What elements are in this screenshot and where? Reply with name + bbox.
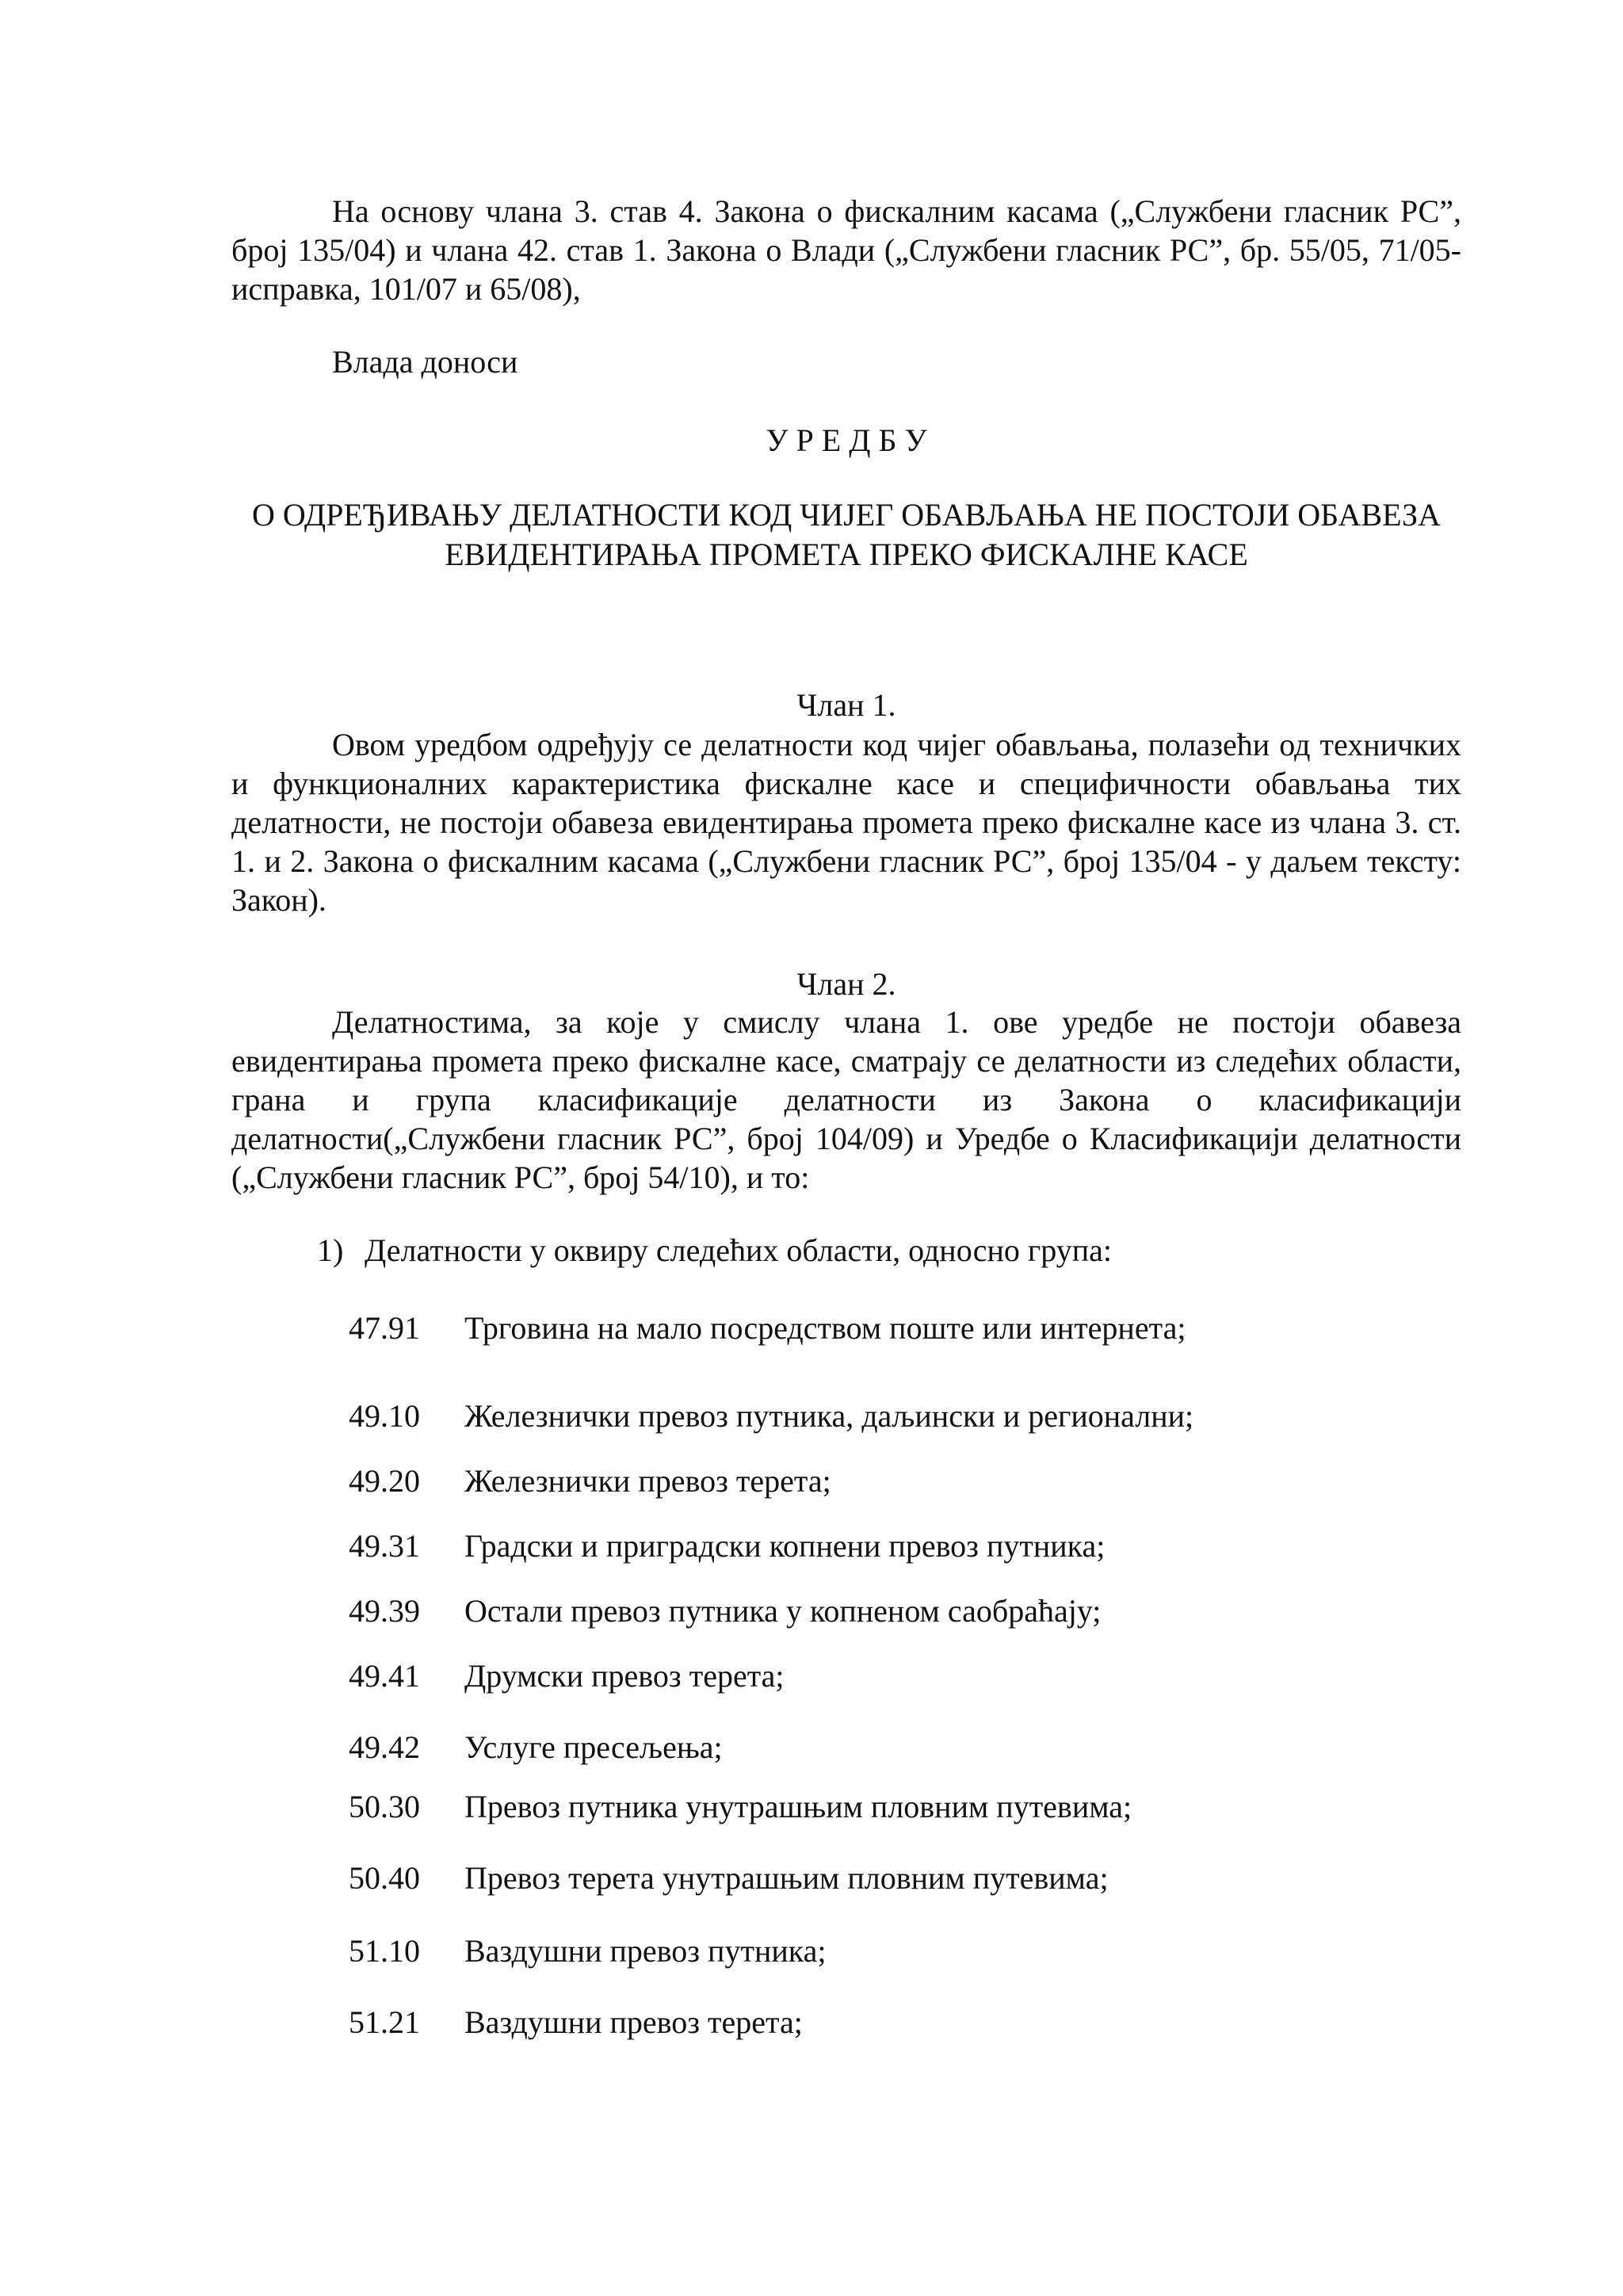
activity-description: Превоз путника унутрашњим пловним путевима; — [464, 1789, 1132, 1824]
activity-description: Друмски превоз терета; — [464, 1658, 785, 1694]
activity-code: 51.21 — [349, 2004, 420, 2040]
activity-code: 49.10 — [349, 1398, 420, 1434]
list-heading-text: Делатности у оквиру следећих области, односно група: — [365, 1232, 1113, 1268]
decree-title — [231, 495, 1461, 575]
preamble-paragraph: На основу члана 3. став 4. Закона о фискалним касама („Службени гласник РС”, број 135/04) и члана 42. став 1. Закона о Влади („Службени гласник РС”, бр. 55/05, 71/05-исправка, 101/07 и 65/08), — [231, 193, 1461, 307]
activity-description: Ваздушни превоз терета; — [464, 2004, 803, 2040]
list-item — [349, 1728, 1458, 1767]
list-number: 1) — [317, 1232, 344, 1268]
decree-title-line-2: ЕВИДЕНТИРАЊА ПРОМЕТА ПРЕКО ФИСКАЛНЕ КАСЕ — [445, 537, 1248, 572]
activity-description: Услуге пресељења; — [464, 1729, 723, 1765]
activity-code: 49.39 — [349, 1593, 420, 1629]
list-item — [349, 1526, 1458, 1565]
article-1-heading: Члан 1. — [796, 687, 896, 723]
list-item — [349, 1931, 1458, 1970]
activity-code: 50.40 — [349, 1860, 420, 1896]
list-item — [349, 1656, 1458, 1695]
activity-description: Трговина на мало посредством поште или интернета; — [464, 1310, 1186, 1346]
activity-description: Остали превоз путника у копненом саобраћају; — [464, 1593, 1102, 1629]
activity-description: Превоз терета унутрашњим пловним путевима; — [464, 1860, 1109, 1896]
decree-heading: У Р Е Д Б У — [766, 422, 927, 458]
list-item — [349, 1461, 1458, 1500]
list-item — [349, 1308, 1458, 1347]
article-2-paragraph: Делатностима, за које у смислу члана 1. ове уредбе не постоји обавеза евидентирања промета преко фискалне касе, сматрају се делатности из следећих области, грана и група класификације делатности из Закона о класификацији делатности(„Службени гласник РС”, број 104/09) и Уредбе о Класификацији делатности („Службени гласник РС”, број 54/10), и то: — [231, 1004, 1461, 1195]
activity-description: Ваздушни превоз путника; — [464, 1933, 827, 1969]
list-item — [349, 1396, 1458, 1435]
activity-code: 49.42 — [349, 1729, 420, 1765]
activity-code: 51.10 — [349, 1933, 420, 1969]
activity-code: 49.41 — [349, 1658, 420, 1694]
list-item — [349, 2003, 1458, 2042]
activity-code: 50.30 — [349, 1789, 420, 1824]
activity-code: 49.31 — [349, 1528, 420, 1564]
activity-description: Железнички превоз путника, даљински и регионални; — [464, 1398, 1194, 1434]
list-heading — [317, 1231, 1112, 1270]
activity-description: Железнички превоз терета; — [464, 1463, 831, 1499]
article-2-heading: Члан 2. — [796, 966, 896, 1002]
list-item — [349, 1859, 1458, 1897]
activity-description: Градски и приградски копнени превоз путника; — [464, 1528, 1106, 1564]
government-adopts-line: Влада доноси — [332, 344, 518, 380]
activity-code: 49.20 — [349, 1463, 420, 1499]
activity-code: 47.91 — [349, 1310, 420, 1346]
list-item — [349, 1787, 1458, 1826]
list-item — [349, 1591, 1458, 1630]
decree-title-line-1: О ОДРЕЂИВАЊУ ДЕЛАТНОСТИ КОД ЧИЈЕГ ОБАВЉАЊА НЕ ПОСТОЈИ ОБАВЕЗА — [252, 497, 1441, 533]
article-1-paragraph: Овом уредбом одређују се делатности код чијег обављања, полазећи од техничких и функционалних карактеристика фискалне касе и специфичности обављања тих делатности, не постоји обавеза евидентирања промета преко фискалне касе из члана 3. ст. 1. и 2. Закона о фискалним касама („Службени гласник РС”, број 135/04 - у даљем тексту: Закон). — [231, 727, 1461, 918]
